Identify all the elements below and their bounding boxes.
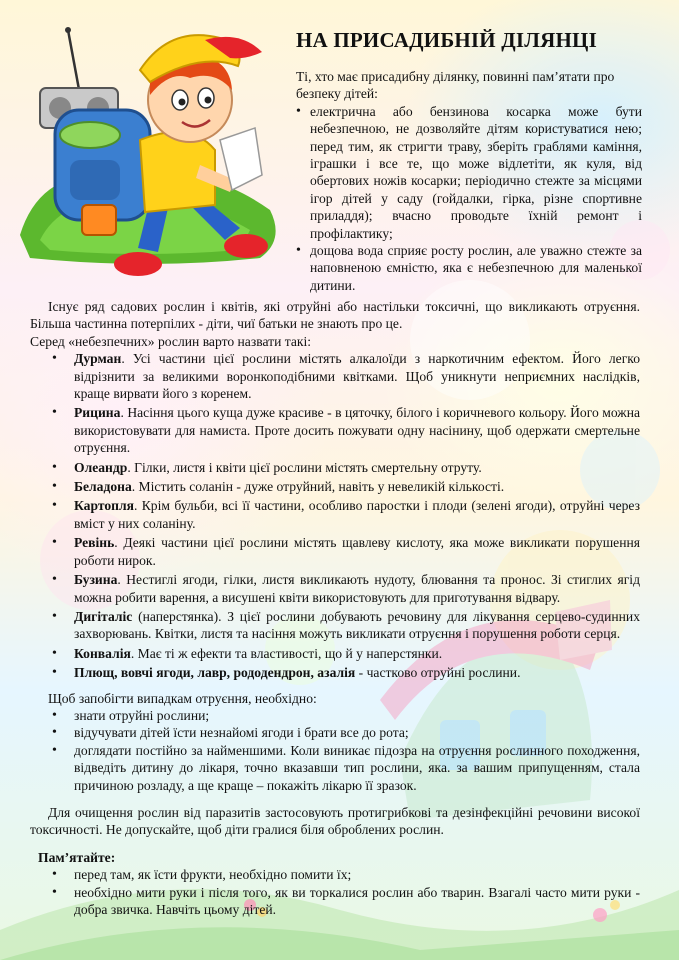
cleaning-paragraph: Для очищення рослин від паразитів застосовують протигрибкові та дезінфекційні речовини високої токсичності. Не допускайте, щоб діти гралися біля оброблених рослин.	[30, 804, 640, 838]
plant-item-revin	[30, 534, 640, 569]
page-title: НА ПРИСАДИБНІЙ ДІЛЯНЦІ	[296, 28, 597, 52]
plant-description: . Містить соланін - дуже отруйний, навіть у невеликій кількості.	[131, 479, 505, 495]
main-section	[30, 298, 640, 918]
plant-name: Беладона	[74, 479, 132, 495]
prevention-list	[30, 707, 640, 794]
prevention-item: • доглядати постійно за найменшими. Коли виникає підозра на отруєння рослинного походження, відведіть дитину до лікаря, точно вказавши тип рослини, яка. за вашим припущенням, стала причиною розладу, а ще краще – покажіть лікарю її зразок.	[30, 742, 640, 794]
plant-name: Конвалія	[74, 645, 131, 661]
plant-item-digitalis	[30, 608, 640, 643]
prevention-intro: Щоб запобігти випадкам отруєння, необхідно:	[48, 690, 317, 706]
plant-name: Дигіталіс	[74, 608, 133, 624]
plant-name: Плющ, вовчі ягоди, лавр, рододендрон, азалія	[74, 665, 356, 681]
plant-description: . Усі частини цієї рослини містять алкалоїди з наркотичним ефектом. Його легко відрізнити за великими воронкоподібними квітками. Щоб уникнути неприємних наслідків, краще вирвати його з коренем.	[74, 351, 640, 402]
plant-item-others	[30, 664, 640, 681]
plant-description: . Нестиглі ягоди, гілки, листя викликають нудоту, блювання та пронос. Зі стиглих ягід можна робити варення, а висушені квіти використовують для приготування відвару.	[74, 572, 640, 605]
intro-paragraph: Ті, хто має присадибну ділянку, повинні пам’ятати про безпеку дітей:	[296, 69, 615, 102]
remember-heading: Пам’ятайте:	[38, 849, 116, 865]
remember-list	[30, 866, 640, 918]
plant-description: . Насіння цього куща дуже красиве - в цяточку, білого і коричневого кольору. Його можна використовувати для намиста. Проте досить пожувати одну насінину, щоб одержати смертельне отруєння.	[74, 405, 640, 456]
plant-name: Ревінь	[74, 535, 115, 551]
plant-name: Рицина	[74, 405, 121, 421]
prevention-item: • знати отруйні рослини;	[30, 707, 640, 724]
plant-description: . Має ті ж ефекти та властивості, що й у наперстянки.	[130, 645, 443, 661]
intro-list-item: • електрична або бензинова косарка може бути небезпечною, не дозволяйте дітям користуватися нею; перед тим, як стригти траву, зберіть граблями каміння, іграшки і все те, що може відлетіти, як куля, від обертових ножів косарки; періодично стежте за місцями ігор дітей у саду (гойдалки, гірка, різне спортивне приладдя); вчасно проводьте їхній ремонт і профілактику;	[296, 103, 642, 242]
plant-description: . Деякі частини цієї рослини містять щавлеву кислоту, яка може викликати порушення роботи нирок.	[74, 535, 640, 568]
dangerous-plants-intro: Серед «небезпечних» рослин варто назвати такі:	[30, 333, 312, 349]
plant-description: - частково отруйні рослини.	[355, 665, 521, 681]
plant-description: . Крім бульби, всі її частини, особливо паростки і плоди (зелені ягоди), отруйні через вміст у них соланіну.	[74, 498, 640, 531]
plant-item-oleandr	[30, 459, 640, 476]
plant-item-durman	[30, 350, 640, 402]
dangerous-plants-list	[30, 350, 640, 681]
plant-name: Бузина	[74, 572, 118, 588]
intro-list-item: • дощова вода сприяє росту рослин, але уважно стежте за наповненою ємністю, яка є небезпечною для маленької дитини.	[296, 242, 642, 294]
plant-item-rytsyna	[30, 404, 640, 456]
plant-item-beladona	[30, 478, 640, 495]
plant-description: . Гілки, листя і квіти цієї рослини містять смертельну отруту.	[127, 459, 482, 475]
plant-item-konvaliia	[30, 645, 640, 662]
remember-item: • необхідно мити руки і після того, як ви торкалися рослин або тварин. Взагалі часто мити руки - добра звичка. Навчіть цьому дітей.	[30, 884, 640, 919]
intro-list	[296, 103, 642, 294]
plant-name: Картопля	[74, 498, 134, 514]
plant-name: Олеандр	[74, 459, 128, 475]
remember-item: • перед там, як їсти фрукти, необхідно помити їх;	[30, 866, 640, 883]
plant-item-buzyna	[30, 571, 640, 606]
plant-description: (наперстянка). З цієї рослини добувають речовину для лікування серцево-судинних захворювань. Квітки, листя та насіння можуть викликати отруєння і порушення роботи серця.	[74, 608, 640, 642]
plant-name: Дурман	[74, 351, 122, 367]
plant-item-kartoplia	[30, 497, 640, 532]
toxic-plants-paragraph: Існує ряд садових рослин і квітів, які отруйні або настільки токсичні, що викликають отруєння. Більша частинна потерпілих - діти, чиї батьки не знають про це.	[30, 299, 640, 332]
intro-section	[296, 68, 642, 294]
prevention-item: • відучувати дітей їсти незнайомі ягоди і брати все до рота;	[30, 724, 640, 741]
